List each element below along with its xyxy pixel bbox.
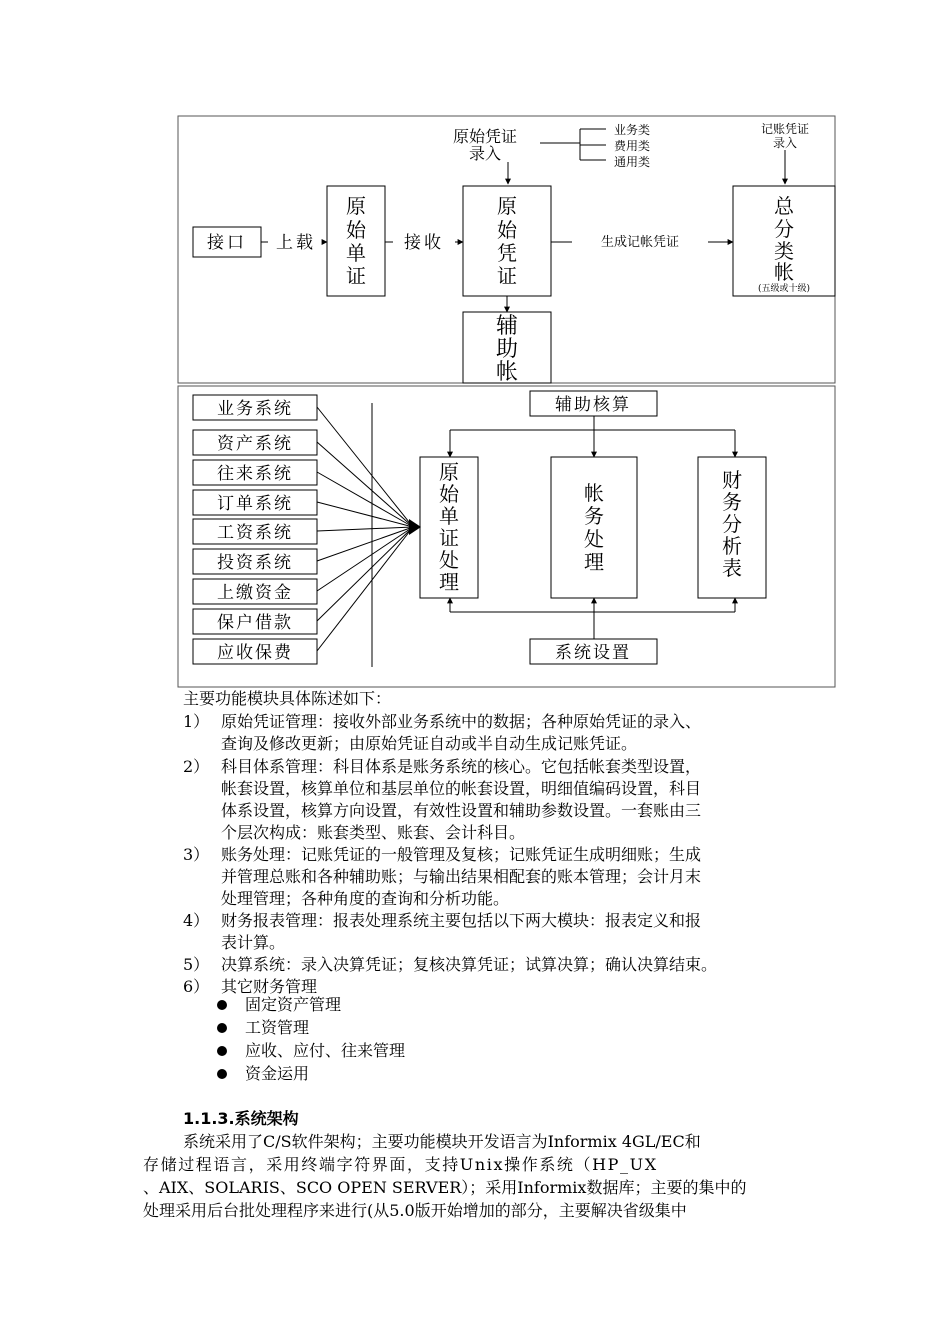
aux-ledger-char-3: 帐 xyxy=(495,360,519,385)
ledger-char-4: 帐 xyxy=(774,260,794,284)
item-line: 处理管理；各种角度的查询和分析功能。 xyxy=(221,889,510,908)
ledger-char-3: 类 xyxy=(774,239,794,263)
item-number: 1） xyxy=(183,712,210,731)
acct-proc-char-1: 帐 xyxy=(584,481,604,505)
bullet-icon xyxy=(217,1000,227,1010)
system-label-5: 工资系统 xyxy=(217,523,293,543)
item-line: 表计算。 xyxy=(221,933,286,952)
source-voucher-char-1: 原 xyxy=(497,194,517,218)
section-line: 存储过程语言，采用终端字符界面，支持Unix操作系统（HP_UX xyxy=(143,1155,658,1174)
type-general: 通用类 xyxy=(614,155,651,169)
acct-proc-char-2: 务 xyxy=(584,504,604,528)
system-label-9: 应收保费 xyxy=(217,643,293,663)
interface-label: 接口 xyxy=(207,233,247,253)
report-char-2: 务 xyxy=(722,490,742,514)
doc-proc-char-3: 单 xyxy=(439,504,459,528)
acct-proc-char-4: 理 xyxy=(584,550,604,574)
report-char-4: 析 xyxy=(722,534,742,558)
system-label-8: 保户借款 xyxy=(217,613,293,633)
item-line: 其它财务管理 xyxy=(221,977,318,996)
item-line: 科目体系管理：科目体系是账务系统的核心。它包括帐套类型设置， xyxy=(221,757,702,776)
bullet-item: 应收、应付、往来管理 xyxy=(245,1041,406,1060)
voucher-entry-line2: 录入 xyxy=(772,136,798,150)
source-doc-char-4: 证 xyxy=(346,264,366,288)
item-number: 2） xyxy=(183,757,210,776)
item-line: 个层次构成：账套类型、账套、会计科目。 xyxy=(221,823,526,842)
report-char-1: 财 xyxy=(722,468,742,492)
report-char-3: 分 xyxy=(722,512,742,536)
section-heading: 1.1.3.系统架构 xyxy=(183,1109,299,1128)
system-label-6: 投资系统 xyxy=(217,553,293,573)
section-line: 处理采用后台批处理程序来进行(从5.0版开始增加的部分，主要解决省级集中 xyxy=(143,1201,687,1220)
item-line: 并管理总账和各种辅助账；与输出结果相配套的账本管理；会计月末 xyxy=(221,867,702,886)
ledger-char-2: 分 xyxy=(774,217,794,241)
voucher-entry-line1: 记账凭证 xyxy=(760,122,810,136)
item-line: 查询及修改更新；由原始凭证自动或半自动生成记账凭证。 xyxy=(221,734,638,753)
doc-proc-char-4: 证 xyxy=(439,526,459,550)
system-label-4: 订单系统 xyxy=(217,494,293,514)
upload-label: 上载 xyxy=(276,233,316,253)
bullet-icon xyxy=(217,1023,227,1033)
source-doc-char-2: 始 xyxy=(346,218,366,242)
item-number: 5） xyxy=(183,955,210,974)
source-doc-char-3: 单 xyxy=(346,241,366,265)
bullet-item: 工资管理 xyxy=(245,1018,310,1037)
section-line: 、AIX、SOLARIS、SCO OPEN SERVER）；采用Informix数据库；主要的集中的 xyxy=(143,1178,747,1197)
section-line: 系统采用了C/S软件架构；主要功能模块开发语言为Informix 4GL/EC和 xyxy=(183,1132,701,1151)
system-list xyxy=(193,395,317,664)
report-char-5: 表 xyxy=(722,556,742,580)
system-settings-label: 系统设置 xyxy=(555,643,631,663)
item-line: 决算系统：录入决算凭证；复核决算凭证；试算决算；确认决算结束。 xyxy=(221,955,718,974)
type-expense: 费用类 xyxy=(614,139,651,153)
item-line: 账务处理：记账凭证的一般管理及复核；记账凭证生成明细账；生成 xyxy=(221,845,702,864)
source-doc-char-1: 原 xyxy=(346,194,366,218)
source-voucher-char-4: 证 xyxy=(497,264,517,288)
ledger-note: (五级或十级) xyxy=(757,284,811,294)
inputs-title-line2: 录入 xyxy=(468,144,502,163)
item-line: 财务报表管理：报表处理系统主要包括以下两大模块：报表定义和报 xyxy=(221,911,702,930)
source-voucher-char-3: 凭 xyxy=(497,241,517,265)
aux-accounting-label: 辅助核算 xyxy=(555,395,631,415)
inputs-title-line1: 原始凭证 xyxy=(452,127,518,146)
acct-proc-char-3: 处 xyxy=(584,527,604,551)
item-number: 3） xyxy=(183,845,210,864)
generate-voucher-label: 生成记帐凭证 xyxy=(600,235,680,250)
convergence-point xyxy=(409,519,421,535)
system-label-2: 资产系统 xyxy=(217,434,293,454)
item-number: 6） xyxy=(183,977,210,996)
ledger-char-1: 总 xyxy=(774,194,794,218)
doc-proc-char-6: 理 xyxy=(439,570,459,594)
bullet-icon xyxy=(217,1069,227,1079)
doc-proc-char-5: 处 xyxy=(439,548,459,572)
bullet-item: 固定资产管理 xyxy=(245,995,342,1014)
source-voucher-char-2: 始 xyxy=(497,218,517,242)
item-line: 帐套设置，核算单位和基层单位的帐套设置，明细值编码设置，科目 xyxy=(221,779,702,798)
fan-connectors xyxy=(317,407,413,651)
type-business: 业务类 xyxy=(614,123,651,137)
system-label-7: 上缴资金 xyxy=(217,583,293,603)
bullet-icon xyxy=(217,1046,227,1056)
system-label-1: 业务系统 xyxy=(217,399,293,419)
aux-ledger-char-2: 助 xyxy=(495,337,519,362)
system-label-3: 往来系统 xyxy=(217,464,293,484)
bullet-item: 资金运用 xyxy=(245,1064,310,1083)
item-line: 体系设置，核算方向设置，有效性设置和辅助参数设置。一套账由三 xyxy=(221,801,702,820)
aux-ledger-char-1: 辅 xyxy=(495,314,519,339)
item-number: 4） xyxy=(183,911,210,930)
doc-proc-char-2: 始 xyxy=(439,482,459,506)
intro-text: 主要功能模块具体陈述如下： xyxy=(183,689,392,708)
item-line: 原始凭证管理：接收外部业务系统中的数据；各种原始凭证的录入、 xyxy=(221,712,702,731)
doc-proc-char-1: 原 xyxy=(439,460,459,484)
receive-label: 接收 xyxy=(404,233,444,253)
